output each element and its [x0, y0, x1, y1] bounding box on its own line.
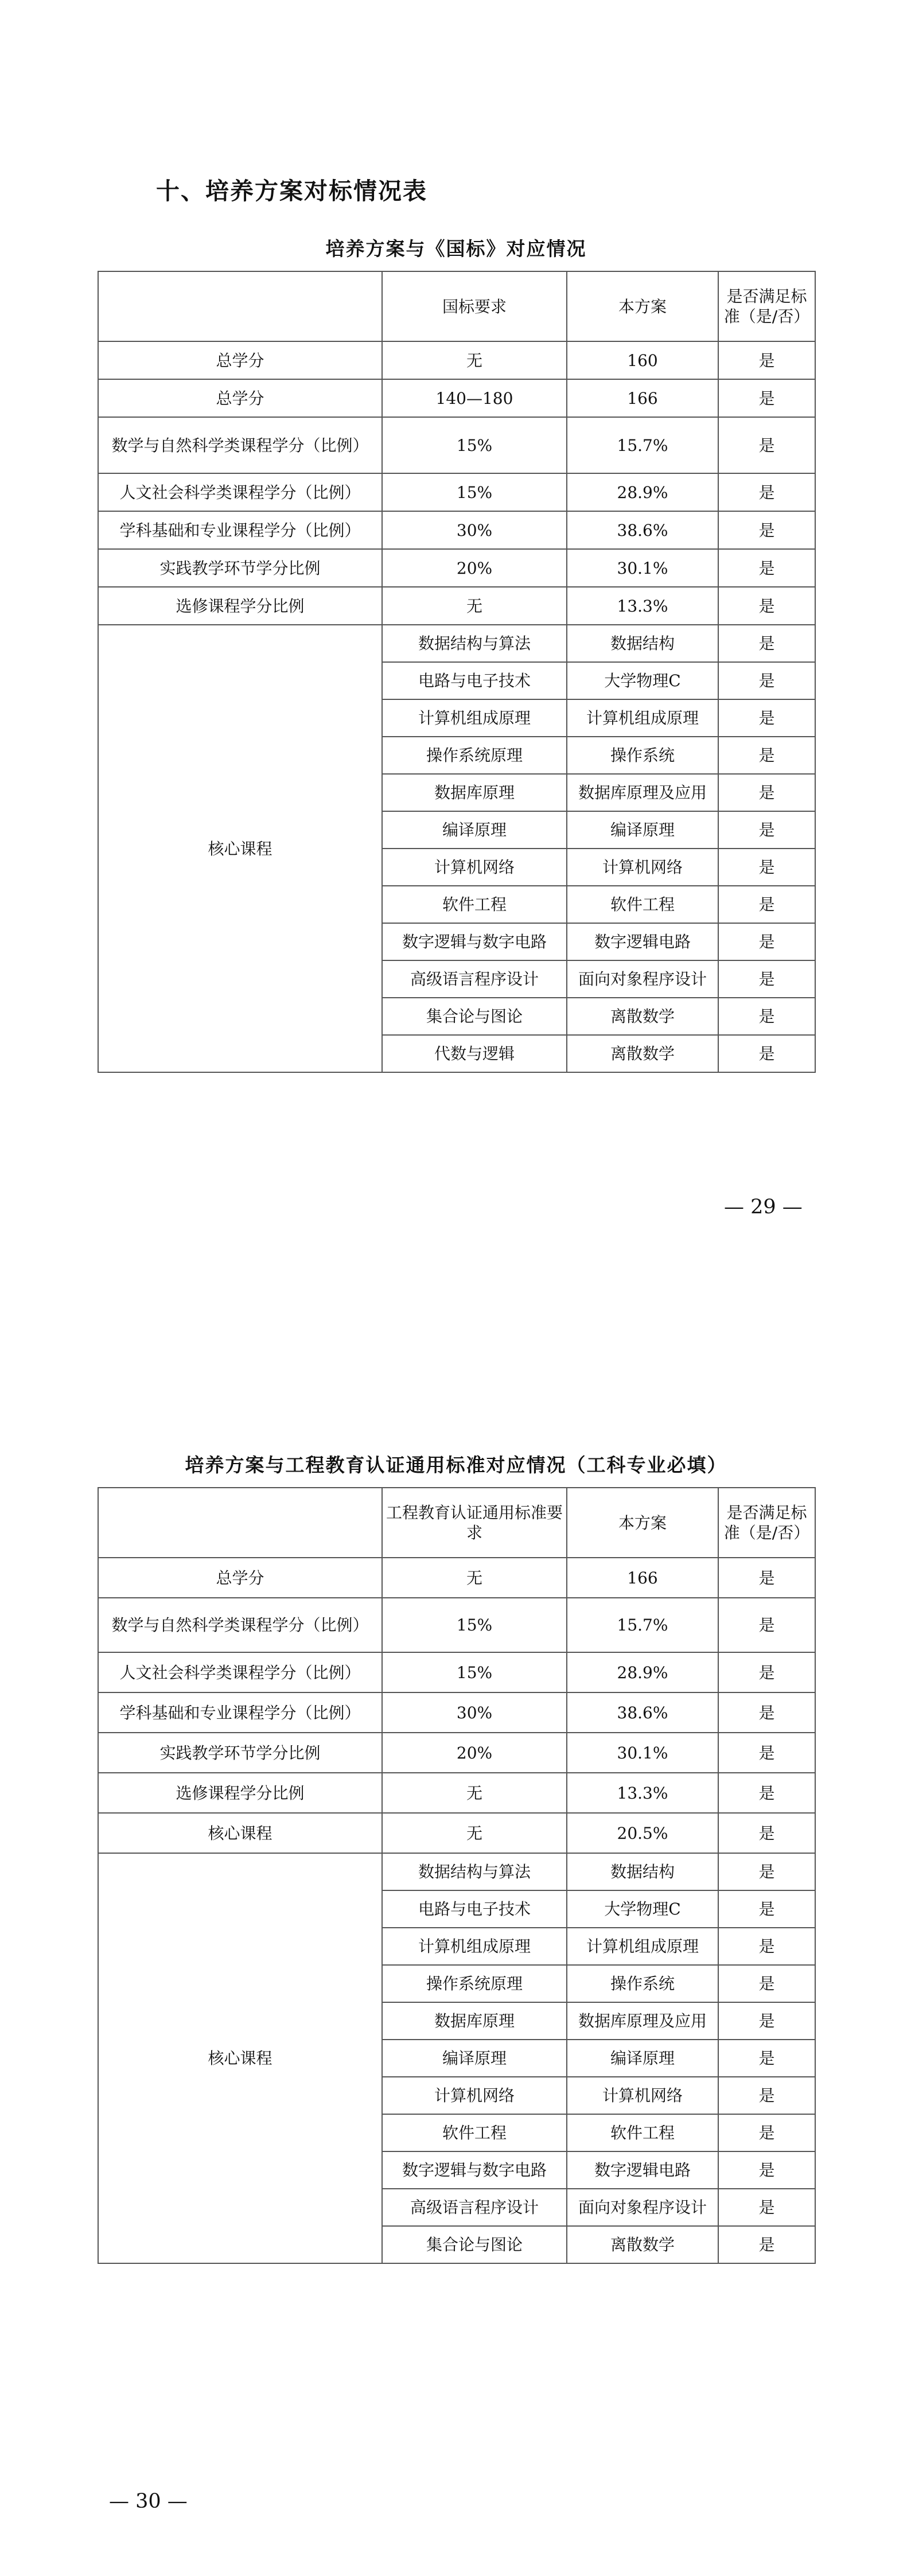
header-empty	[98, 271, 382, 341]
satisfied-cell: 是	[718, 923, 815, 960]
item-cell: 核心课程	[98, 1813, 382, 1853]
header-satisfied: 是否满足标准（是/否）	[718, 271, 815, 341]
item-cell: 学科基础和专业课程学分（比例）	[98, 1692, 382, 1733]
core-course-row	[98, 625, 815, 662]
plan-course-cell: 计算机网络	[567, 2077, 718, 2114]
item-cell: 总学分	[98, 341, 382, 379]
standard-course-cell: 软件工程	[382, 886, 567, 923]
plan-course-cell: 计算机网络	[567, 849, 718, 886]
satisfied-cell: 是	[718, 1890, 815, 1928]
table-row	[98, 1692, 815, 1733]
standard-course-cell: 操作系统原理	[382, 1965, 567, 2002]
plan-course-cell: 数字逻辑电路	[567, 923, 718, 960]
standard-course-cell: 计算机网络	[382, 849, 567, 886]
core-course-row	[98, 1853, 815, 1890]
standard-course-cell: 电路与电子技术	[382, 1890, 567, 1928]
plan-course-cell: 离散数学	[567, 2226, 718, 2263]
plan-course-cell: 面向对象程序设计	[567, 2189, 718, 2226]
core-course-label: 核心课程	[98, 625, 382, 1072]
requirement-cell: 20%	[382, 1733, 567, 1773]
table2-caption: 培养方案与工程教育认证通用标准对应情况（工科专业必填）	[185, 1454, 727, 1476]
header-requirement: 国标要求	[382, 271, 567, 341]
engineering-certification-table	[98, 1487, 816, 2264]
standard-course-cell: 高级语言程序设计	[382, 960, 567, 998]
plan-cell: 15.7%	[567, 1598, 718, 1652]
satisfied-cell: 是	[718, 1598, 815, 1652]
satisfied-cell: 是	[718, 1813, 815, 1853]
standard-course-cell: 数据结构与算法	[382, 625, 567, 662]
table-header-row	[98, 1488, 815, 1558]
satisfied-cell: 是	[718, 341, 815, 379]
standard-course-cell: 数据结构与算法	[382, 1853, 567, 1890]
table-body	[98, 341, 815, 1072]
item-cell: 总学分	[98, 379, 382, 417]
plan-cell: 166	[567, 1558, 718, 1598]
requirement-cell: 15%	[382, 473, 567, 511]
satisfied-cell: 是	[718, 886, 815, 923]
table-row	[98, 341, 815, 379]
table-row	[98, 1652, 815, 1692]
satisfied-cell: 是	[718, 960, 815, 998]
satisfied-cell: 是	[718, 1965, 815, 2002]
satisfied-cell: 是	[718, 1652, 815, 1692]
header-empty	[98, 1488, 382, 1558]
satisfied-cell: 是	[718, 1853, 815, 1890]
plan-cell: 13.3%	[567, 1773, 718, 1813]
satisfied-cell: 是	[718, 1692, 815, 1733]
plan-course-cell: 操作系统	[567, 737, 718, 774]
standard-course-cell: 集合论与图论	[382, 998, 567, 1035]
standard-course-cell: 数字逻辑与数字电路	[382, 923, 567, 960]
requirement-cell: 无	[382, 587, 567, 625]
standard-course-cell: 操作系统原理	[382, 737, 567, 774]
plan-cell: 38.6%	[567, 511, 718, 549]
satisfied-cell: 是	[718, 774, 815, 811]
requirement-cell: 30%	[382, 1692, 567, 1733]
plan-course-cell: 数据库原理及应用	[567, 774, 718, 811]
standard-course-cell: 软件工程	[382, 2114, 567, 2151]
plan-cell: 30.1%	[567, 1733, 718, 1773]
plan-cell: 30.1%	[567, 549, 718, 587]
satisfied-cell: 是	[718, 2040, 815, 2077]
item-cell: 总学分	[98, 1558, 382, 1598]
satisfied-cell: 是	[718, 417, 815, 473]
item-cell: 数学与自然科学类课程学分（比例）	[98, 417, 382, 473]
item-cell: 实践教学环节学分比例	[98, 549, 382, 587]
standard-course-cell: 计算机组成原理	[382, 1928, 567, 1965]
plan-cell: 20.5%	[567, 1813, 718, 1853]
page-number: — 29 —	[724, 1196, 803, 1219]
header-plan: 本方案	[567, 271, 718, 341]
item-cell: 学科基础和专业课程学分（比例）	[98, 511, 382, 549]
table-body	[98, 1558, 815, 2263]
table-row	[98, 1813, 815, 1853]
satisfied-cell: 是	[718, 2151, 815, 2189]
satisfied-cell: 是	[718, 1733, 815, 1773]
satisfied-cell: 是	[718, 587, 815, 625]
standard-course-cell: 高级语言程序设计	[382, 2189, 567, 2226]
plan-course-cell: 离散数学	[567, 1035, 718, 1072]
satisfied-cell: 是	[718, 2114, 815, 2151]
satisfied-cell: 是	[718, 473, 815, 511]
table-row	[98, 511, 815, 549]
standard-course-cell: 计算机组成原理	[382, 699, 567, 737]
plan-course-cell: 操作系统	[567, 1965, 718, 2002]
item-cell: 人文社会科学类课程学分（比例）	[98, 1652, 382, 1692]
plan-course-cell: 软件工程	[567, 886, 718, 923]
requirement-cell: 无	[382, 1773, 567, 1813]
plan-cell: 15.7%	[567, 417, 718, 473]
satisfied-cell: 是	[718, 1773, 815, 1813]
table-row	[98, 549, 815, 587]
header-requirement: 工程教育认证通用标准要求	[382, 1488, 567, 1558]
plan-course-cell: 软件工程	[567, 2114, 718, 2151]
item-cell: 选修课程学分比例	[98, 1773, 382, 1813]
satisfied-cell: 是	[718, 1558, 815, 1598]
requirement-cell: 无	[382, 341, 567, 379]
plan-cell: 38.6%	[567, 1692, 718, 1733]
item-cell: 人文社会科学类课程学分（比例）	[98, 473, 382, 511]
satisfied-cell: 是	[718, 1928, 815, 1965]
standard-course-cell: 数字逻辑与数字电路	[382, 2151, 567, 2189]
standard-course-cell: 集合论与图论	[382, 2226, 567, 2263]
table-row	[98, 1558, 815, 1598]
standard-course-cell: 计算机网络	[382, 2077, 567, 2114]
standard-course-cell: 数据库原理	[382, 2002, 567, 2040]
item-cell: 选修课程学分比例	[98, 587, 382, 625]
table-row	[98, 1598, 815, 1652]
satisfied-cell: 是	[718, 379, 815, 417]
standard-course-cell: 数据库原理	[382, 774, 567, 811]
core-course-label: 核心课程	[98, 1853, 382, 2263]
plan-course-cell: 面向对象程序设计	[567, 960, 718, 998]
satisfied-cell: 是	[718, 549, 815, 587]
satisfied-cell: 是	[718, 998, 815, 1035]
satisfied-cell: 是	[718, 625, 815, 662]
plan-course-cell: 数据结构	[567, 625, 718, 662]
item-cell: 实践教学环节学分比例	[98, 1733, 382, 1773]
national-standard-table	[98, 271, 816, 1073]
plan-cell: 166	[567, 379, 718, 417]
plan-cell: 28.9%	[567, 1652, 718, 1692]
plan-course-cell: 计算机组成原理	[567, 699, 718, 737]
requirement-cell: 无	[382, 1813, 567, 1853]
satisfied-cell: 是	[718, 662, 815, 699]
requirement-cell: 20%	[382, 549, 567, 587]
satisfied-cell: 是	[718, 2002, 815, 2040]
satisfied-cell: 是	[718, 811, 815, 849]
plan-cell: 160	[567, 341, 718, 379]
requirement-cell: 140—180	[382, 379, 567, 417]
header-plan: 本方案	[567, 1488, 718, 1558]
plan-cell: 13.3%	[567, 587, 718, 625]
satisfied-cell: 是	[718, 2077, 815, 2114]
satisfied-cell: 是	[718, 699, 815, 737]
plan-course-cell: 编译原理	[567, 2040, 718, 2077]
standard-course-cell: 编译原理	[382, 811, 567, 849]
plan-course-cell: 数据结构	[567, 1853, 718, 1890]
table-row	[98, 1773, 815, 1813]
standard-course-cell: 电路与电子技术	[382, 662, 567, 699]
standard-course-cell: 代数与逻辑	[382, 1035, 567, 1072]
plan-course-cell: 计算机组成原理	[567, 1928, 718, 1965]
section-heading: 十、培养方案对标情况表	[156, 177, 427, 205]
requirement-cell: 无	[382, 1558, 567, 1598]
plan-course-cell: 离散数学	[567, 998, 718, 1035]
table-row	[98, 1733, 815, 1773]
table-row	[98, 587, 815, 625]
table-row	[98, 417, 815, 473]
satisfied-cell: 是	[718, 737, 815, 774]
header-satisfied: 是否满足标准（是/否）	[718, 1488, 815, 1558]
plan-course-cell: 大学物理C	[567, 1890, 718, 1928]
requirement-cell: 15%	[382, 417, 567, 473]
standard-course-cell: 编译原理	[382, 2040, 567, 2077]
requirement-cell: 15%	[382, 1598, 567, 1652]
table-header-row	[98, 271, 815, 341]
requirement-cell: 30%	[382, 511, 567, 549]
table-row	[98, 379, 815, 417]
satisfied-cell: 是	[718, 1035, 815, 1072]
satisfied-cell: 是	[718, 2189, 815, 2226]
satisfied-cell: 是	[718, 511, 815, 549]
plan-cell: 28.9%	[567, 473, 718, 511]
table1-caption: 培养方案与《国标》对应情况	[325, 238, 587, 260]
page-number: — 30 —	[109, 2490, 188, 2513]
requirement-cell: 15%	[382, 1652, 567, 1692]
item-cell: 数学与自然科学类课程学分（比例）	[98, 1598, 382, 1652]
plan-course-cell: 编译原理	[567, 811, 718, 849]
plan-course-cell: 数字逻辑电路	[567, 2151, 718, 2189]
satisfied-cell: 是	[718, 2226, 815, 2263]
table-row	[98, 473, 815, 511]
plan-course-cell: 大学物理C	[567, 662, 718, 699]
satisfied-cell: 是	[718, 849, 815, 886]
plan-course-cell: 数据库原理及应用	[567, 2002, 718, 2040]
